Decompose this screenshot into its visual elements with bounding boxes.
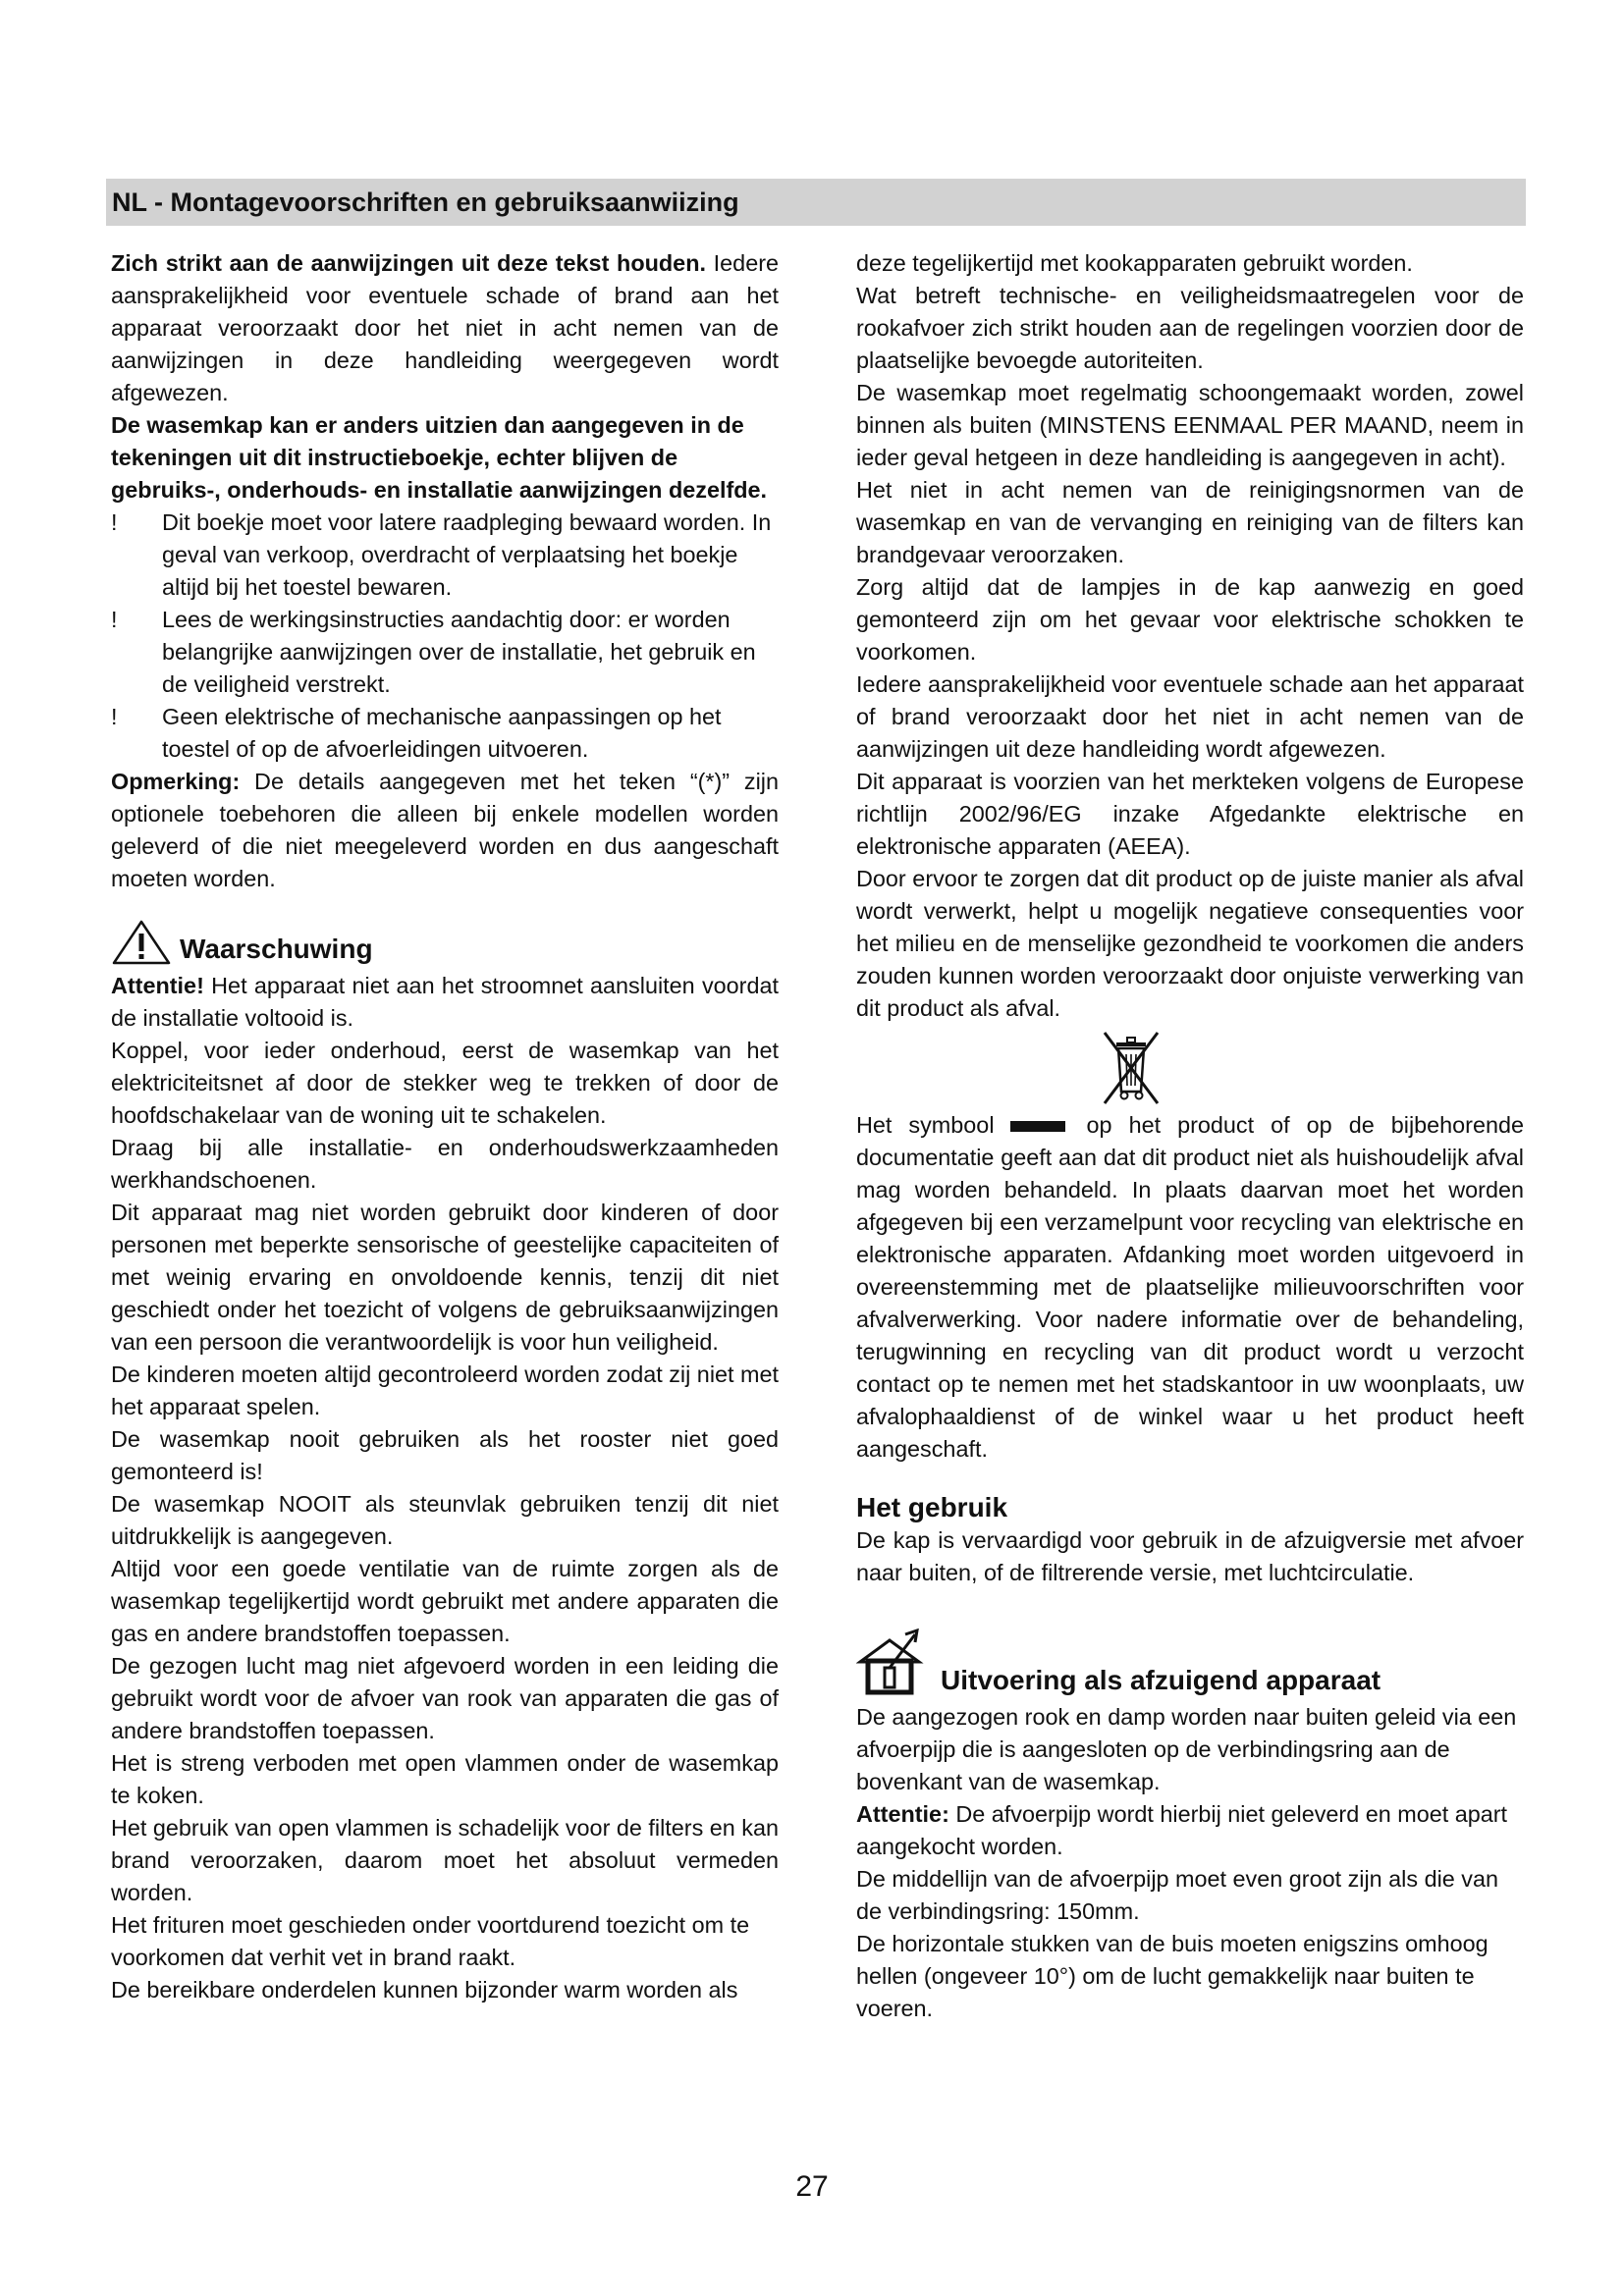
section-header-title: NL - Montagevoorschriften en gebruiksaanwiizing	[112, 187, 739, 217]
bullet-mark: !	[111, 607, 118, 632]
exhaust-paragraph: De horizontale stukken van de buis moeten enigszins omhoog hellen (ongeveer 10°) om de lucht gemakkelijk naar buiten te voeren.	[856, 1931, 1489, 2021]
exhaust-house-icon	[856, 1629, 933, 1697]
symbol-text: op het product of op de bijbehorende documentatie geeft aan dat dit product niet als huishoudelijk afval mag worden behandeld. In plaats daarvan moet het worden afgegeven bij een verzamelpunt voor recycling van elektrische en elektronische apparaten. Afdanking moet worden uitgevoerd in overeenstemming met de plaatselijke milieuvoorschriften voor afvalverwerking. Voor nadere informatie over de behandeling, terugwinning en recycling van dit product wordt u verzocht contact op te nemen met het stadskantoor in uw woonplaats, uw afvalophaaldienst of de winkel waar u het product heeft aangeschaft.	[856, 1112, 1524, 1462]
appearance-note-text: De wasemkap kan er anders uitzien dan aangegeven in de tekeningen uit dit instructieboekje, echter blijven de gebruiks-, onderhouds- en installatie aanwijzingen dezelfde.	[111, 412, 768, 503]
remark-paragraph	[111, 766, 779, 895]
warning-heading	[111, 919, 779, 966]
bullet-text: Geen elektrische of mechanische aanpassingen op het toestel of op de afvoerleidingen uitvoeren.	[162, 704, 722, 762]
warning-paragraph: Het is streng verboden met open vlammen onder de wasemkap te koken.	[111, 1750, 779, 1808]
black-bar-symbol-icon	[1010, 1121, 1065, 1132]
warning-paragraph: Altijd voor een goede ventilatie van de ruimte zorgen als de wasemkap tegelijkertijd wordt gebruikt met andere apparaten die gas en andere brandstoffen toepassen.	[111, 1556, 779, 1646]
remark-label: Opmerking:	[111, 769, 241, 794]
section-header	[106, 179, 1526, 226]
right-paragraph: Het niet in acht nemen van de reinigingsnormen van de wasemkap en van de vervanging en reiniging van de filters kan brandgevaar veroorzaken.	[856, 477, 1524, 567]
bullet-mark: !	[111, 509, 118, 535]
warning-paragraph: Koppel, voor ieder onderhoud, eerst de wasemkap van het elektriciteitsnet af door de stekker weg te trekken of door de hoofdschakelaar van de woning uit te schakelen.	[111, 1038, 779, 1128]
warning-paragraph: Het gebruik van open vlammen is schadelijk voor de filters en kan brand veroorzaken, daarom moet het absoluut vermeden worden.	[111, 1815, 779, 1905]
warning-paragraph: De wasemkap nooit gebruiken als het rooster niet goed gemonteerd is!	[111, 1426, 779, 1484]
usage-title: Het gebruik	[856, 1492, 1008, 1522]
right-paragraph: Dit apparaat is voorzien van het merkteken volgens de Europese richtlijn 2002/96/EG inzake Afgedankte elektrische en elektronische apparaten (AEEA).	[856, 769, 1524, 859]
warning-paragraph: De wasemkap NOOIT als steunvlak gebruiken tenzij dit niet uitdrukkelijk is aangegeven.	[111, 1491, 779, 1549]
left-column	[111, 247, 779, 2006]
bullet-item	[111, 507, 779, 604]
exhaust-attention-text: De afvoerpijp wordt hierbij niet geleverd en moet apart aangekocht worden.	[856, 1801, 1508, 1859]
warning-paragraph: Dit apparaat mag niet worden gebruikt door kinderen of door personen met beperkte sensorische of geestelijke capaciteiten of met weinig ervaring en onvoldoende kennis, tenzij dit niet geschiedt onder het toezicht of volgens de gebruiksaanwijzingen van een persoon die verantwoordelijk is voor hun veiligheid.	[111, 1200, 779, 1355]
warning-first-text: Het apparaat niet aan het stroomnet aansluiten voordat de installatie voltooid is.	[111, 973, 779, 1031]
right-paragraph: Zorg altijd dat de lampjes in de kap aanwezig en goed gemonteerd zijn om het gevaar voor elektrische schokken te voorkomen.	[856, 574, 1524, 665]
warning-paragraph: De kinderen moeten altijd gecontroleerd worden zodat zij niet met het apparaat spelen.	[111, 1362, 780, 1419]
intro-paragraph	[111, 247, 779, 409]
right-column	[856, 247, 1524, 2025]
usage-paragraph: De kap is vervaardigd voor gebruik in de afzuigversie met afvoer naar buiten, of de filtrerende versie, met luchtcirculatie.	[856, 1527, 1524, 1585]
exhaust-attention-paragraph	[856, 1798, 1524, 1863]
symbol-prefix: Het symbool	[856, 1112, 995, 1138]
remark-text: De details aangegeven met het teken “(*)” zijn optionele toebehoren die alleen bij enkele modellen worden geleverd of die niet meegeleverd worden en dus aangeschaft moeten worden.	[111, 769, 779, 891]
crossed-bin-icon	[1097, 1029, 1165, 1107]
right-paragraph: De wasemkap moet regelmatig schoongemaakt worden, zowel binnen als buiten (MINSTENS EENMAAL PER MAAND, neem in ieder geval hetgeen in deze handleiding is aangegeven in acht).	[856, 380, 1524, 470]
warning-paragraph: Draag bij alle installatie- en onderhoudswerkzaamheden werkhandschoenen.	[111, 1135, 779, 1193]
appearance-note	[111, 409, 779, 507]
exhaust-paragraph: De aangezogen rook en damp worden naar buiten geleid via een afvoerpijp die is aangesloten op de verbindingsring aan de bovenkant van de wasemkap.	[856, 1704, 1517, 1794]
right-paragraph: Iedere aansprakelijkheid voor eventuele schade aan het apparaat of brand veroorzaakt door het niet in acht nemen van de aanwijzingen uit deze handleiding wordt afgewezen.	[856, 671, 1524, 762]
bullet-text: Lees de werkingsinstructies aandachtig door: er worden belangrijke aanwijzingen over de installatie, het gebruik en de veiligheid verstrekt.	[162, 607, 756, 697]
warning-label: Attentie!	[111, 973, 204, 998]
bullet-mark: !	[111, 704, 118, 729]
warning-title: Waarschuwing	[180, 934, 373, 964]
bullet-text: Dit boekje moet voor latere raadpleging bewaard worden. In geval van verkoop, overdracht of verplaatsing het boekje altijd bij het toestel bewaren.	[162, 509, 772, 600]
weee-symbol-row	[856, 1029, 1524, 1107]
warning-triangle-icon	[111, 919, 172, 966]
warning-paragraph: De bereikbare onderdelen kunnen bijzonder warm worden als	[111, 1977, 738, 2002]
exhaust-attention-label: Attentie:	[856, 1801, 949, 1827]
warning-first-paragraph	[111, 970, 779, 1035]
exhaust-title: Uitvoering als afzuigend apparaat	[941, 1665, 1381, 1695]
right-paragraph: Wat betreft technische- en veiligheidsmaatregelen voor de rookafvoer zich strikt houden aan de regelingen voorzien door de plaatselijke bevoegde autoriteiten.	[856, 283, 1524, 373]
intro-text: Iedere aansprakelijkheid voor eventuele schade of brand aan het apparaat veroorzaakt door het niet in acht nemen van de aanwijzingen in deze handleiding weergegeven wordt afgewezen.	[111, 250, 779, 405]
warning-paragraph: De gezogen lucht mag niet afgevoerd worden in een leiding die gebruikt wordt voor de afvoer van rook van apparaten die gas of andere brandstoffen toepassen.	[111, 1653, 779, 1743]
intro-bold: Zich strikt aan de aanwijzingen uit deze tekst houden.	[111, 250, 706, 276]
exhaust-heading	[856, 1629, 1524, 1697]
usage-heading	[856, 1491, 1524, 1524]
right-paragraph: Door ervoor te zorgen dat dit product op de juiste manier als afval wordt verwerkt, helpt u mogelijk negatieve consequenties voor het milieu en de menselijke gezondheid te voorkomen die anders zouden kunnen worden veroorzaakt door onjuiste verwerking van dit product als afval.	[856, 866, 1524, 1021]
bullet-item	[111, 701, 779, 766]
symbol-paragraph	[856, 1109, 1524, 1466]
page-number: 27	[795, 2170, 829, 2203]
bullet-item	[111, 604, 779, 701]
warning-paragraph: Het frituren moet geschieden onder voortdurend toezicht om te voorkomen dat verhit vet in brand raakt.	[111, 1912, 750, 1970]
exhaust-paragraph: De middellijn van de afvoerpijp moet even groot zijn als die van de verbindingsring: 150mm.	[856, 1866, 1499, 1924]
right-paragraph: deze tegelijkertijd met kookapparaten gebruikt worden.	[856, 250, 1413, 276]
